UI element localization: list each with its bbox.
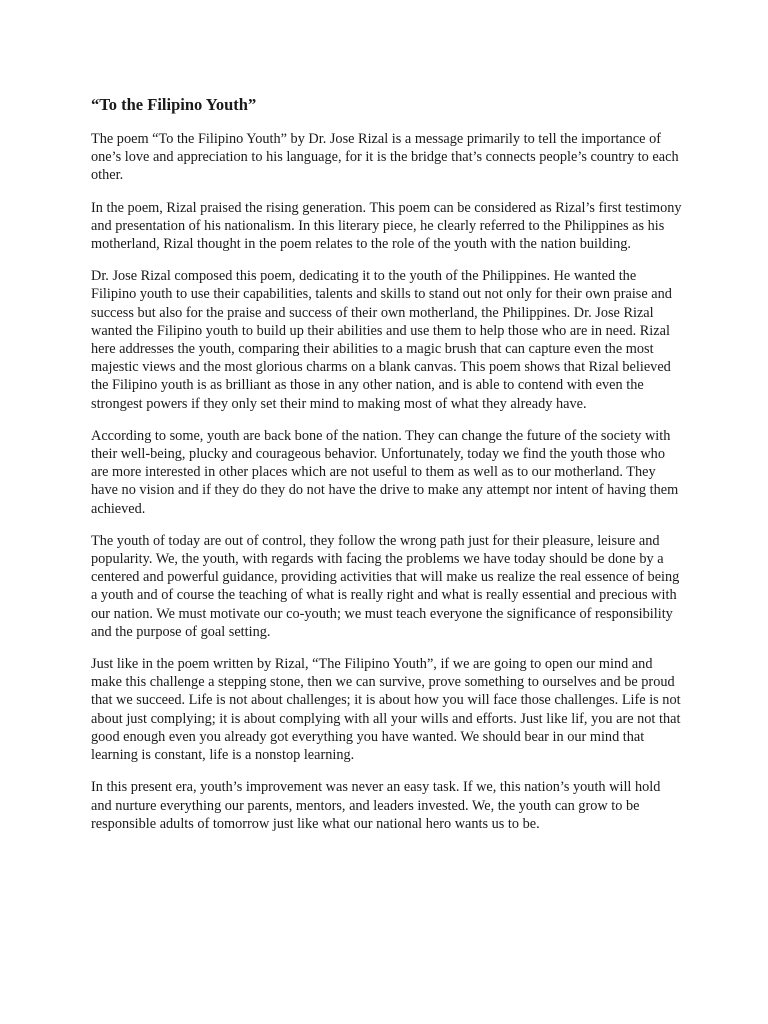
document-body [91, 94, 682, 847]
document-title: “To the Filipino Youth” [91, 95, 257, 114]
paragraph-3: Dr. Jose Rizal composed this poem, dedicating it to the youth of the Philippines. He wanted the Filipino youth to use their capabilities, talents and skills to stand out not only for their own praise and success but also for the praise and success of their own motherland, the Philippines. Dr. Jose Rizal wanted the Filipino youth to build up their abilities and use them to help those who are in need. Rizal here addresses the youth, comparing their abilities to a magic brush that can capture even the most majestic views and the most glorious charms on a blank canvas. This poem shows that Rizal believed the Filipino youth is as brilliant as those in any other nation, and is able to contend with even the strongest powers if they only set their mind to making most of what they already have. [91, 268, 672, 412]
paragraph-6: Just like in the poem written by Rizal, “The Filipino Youth”, if we are going to open our mind and make this challenge a stepping stone, then we can survive, prove something to ourselves and be proud that we succeed. Life is not about challenges; it is about how you will face those challenges. Life is not about just complying; it is about complying with all your wills and efforts. Just like lif, you are not that good enough even you already got everything you have wanted. We should bear in our mind that learning is constant, life is a nonstop learning. [91, 656, 681, 764]
paragraph-1: The poem “To the Filipino Youth” by Dr. Jose Rizal is a message primarily to tell the importance of one’s love and appreciation to his language, for it is the bridge that’s connects people’s country to each other. [91, 131, 679, 184]
paragraph-2: In the poem, Rizal praised the rising generation. This poem can be considered as Rizal’s first testimony and presentation of his nationalism. In this literary piece, he clearly referred to the Philippines as his motherland, Rizal thought in the poem relates to the role of the youth with the nation building. [91, 199, 682, 253]
paragraph-5: The youth of today are out of control, they follow the wrong path just for their pleasure, leisure and popularity. We, the youth, with regards with facing the problems we have today should be done by a centered and powerful guidance, providing activities that will make us realize the real essence of being a youth and of course the teaching of what is really right and what is really essential and precious with our nation. We must motivate our co-youth; we must teach everyone the significance of responsibility and the purpose of goal setting. [91, 532, 680, 640]
paragraph-7: In this present era, youth’s improvement was never an easy task. If we, this nation’s youth will hold and nurture everything our parents, mentors, and leaders invested. We, the youth can grow to be responsible adults of tomorrow just like what our national hero wants us to be. [91, 779, 661, 832]
paragraph-4: According to some, youth are back bone of the nation. They can change the future of the society with their well-being, plucky and courageous behavior. Unfortunately, today we find the youth those who are more interested in other places which are not useful to them as well as to our motherland. They have no vision and if they do they do not have the drive to make any attempt nor intent of having them achieved. [91, 427, 679, 517]
